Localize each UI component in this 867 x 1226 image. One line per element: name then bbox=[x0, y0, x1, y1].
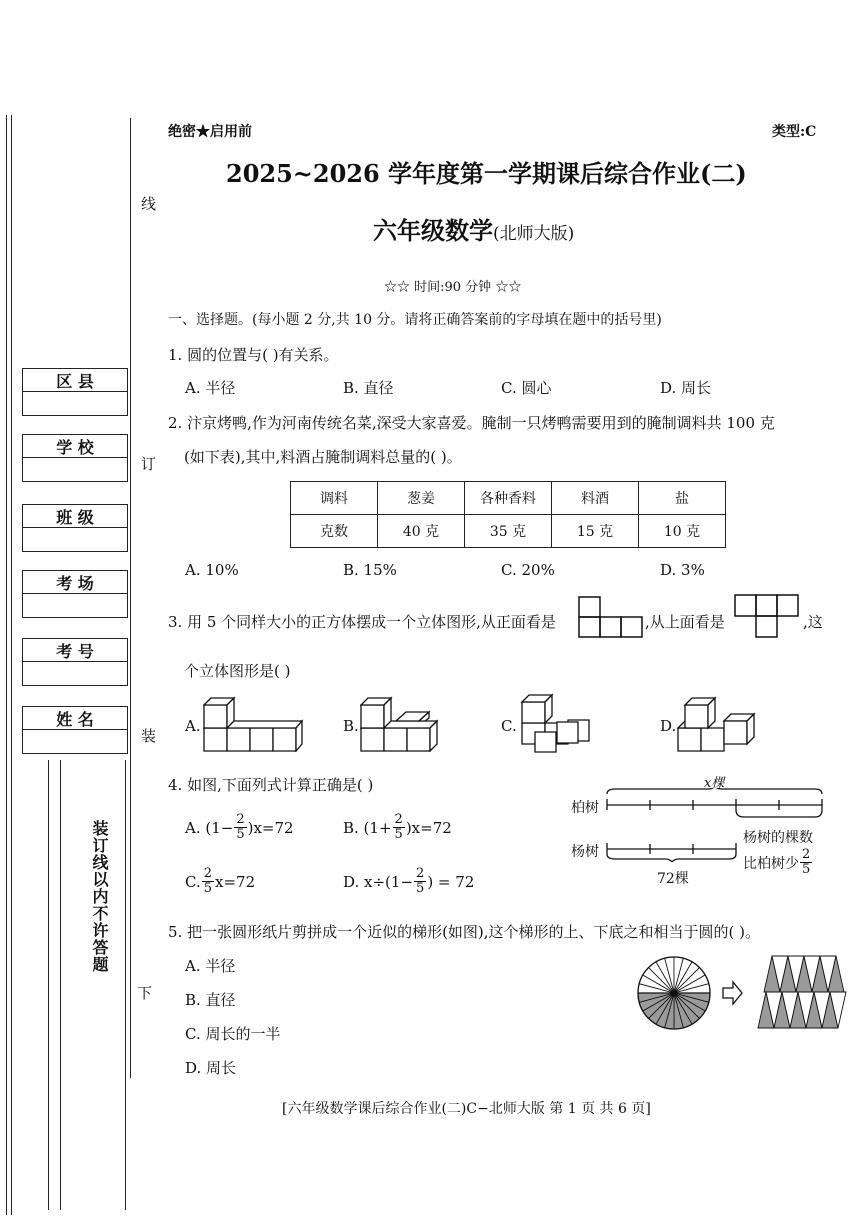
q4-option-c-pre: C. bbox=[185, 872, 201, 891]
question-4-stem: 4. 如图,下面列式计算正确是( ) bbox=[168, 776, 374, 794]
front-view-figure bbox=[578, 596, 644, 638]
table-cell: 克数 bbox=[291, 515, 378, 548]
fraction bbox=[393, 813, 405, 842]
q4-option-c-post: x=72 bbox=[215, 872, 256, 891]
diagram-note-line1: 杨树的棵数 bbox=[743, 830, 813, 846]
table-cell: 15 克 bbox=[552, 515, 639, 548]
fraction-denominator: 5 bbox=[394, 827, 403, 842]
subject-title bbox=[373, 211, 574, 246]
field-name[interactable] bbox=[22, 706, 128, 754]
fraction bbox=[202, 867, 214, 896]
q4-option-b-post: )x=72 bbox=[405, 818, 452, 837]
secret-label: 绝密★启用前 bbox=[168, 124, 252, 140]
q4-option-c[interactable] bbox=[185, 867, 255, 896]
q3-option-b[interactable]: B. bbox=[343, 717, 359, 735]
diagram-note-text: 比柏树少 bbox=[743, 855, 799, 872]
subject-name: 六年级数学 bbox=[373, 216, 493, 245]
field-school[interactable] bbox=[22, 434, 128, 482]
q4-option-b-pre: B. (1+ bbox=[343, 818, 392, 837]
fraction bbox=[800, 848, 812, 877]
edition-label: (北师大版) bbox=[493, 224, 575, 244]
field-label: 区 县 bbox=[23, 369, 127, 392]
table-cell: 葱姜 bbox=[378, 482, 465, 515]
q3-figure-c bbox=[517, 690, 597, 754]
q4-option-a-post: )x=72 bbox=[247, 818, 294, 837]
fraction-denominator: 5 bbox=[802, 862, 811, 877]
q3-option-a[interactable]: A. bbox=[185, 717, 201, 735]
fraction-numerator: 2 bbox=[416, 866, 425, 881]
q1-option-b[interactable]: B. 直径 bbox=[343, 379, 394, 397]
field-label: 考 号 bbox=[23, 639, 127, 662]
fraction-numerator: 2 bbox=[394, 812, 403, 827]
q4-option-d-post: ) = 72 bbox=[427, 872, 475, 891]
q2-option-d[interactable]: D. 3% bbox=[660, 561, 705, 579]
fraction-denominator: 5 bbox=[203, 881, 212, 896]
table-header-row bbox=[291, 482, 726, 515]
table-cell: 10 克 bbox=[639, 515, 726, 548]
binding-notice: 装订线以内不许答题 bbox=[90, 820, 109, 973]
diagram-bottom-label: 72棵 bbox=[657, 871, 689, 887]
table-row bbox=[291, 515, 726, 548]
field-exam-room[interactable] bbox=[22, 570, 128, 618]
q3-figure-a bbox=[203, 690, 303, 752]
q1-option-a[interactable]: A. 半径 bbox=[185, 379, 236, 397]
q1-option-c[interactable]: C. 圆心 bbox=[501, 379, 552, 397]
question-3-stem-mid: ,从上面看是 bbox=[645, 613, 725, 631]
q4-option-d-pre: D. x÷(1− bbox=[343, 872, 414, 891]
diagram-top-label: x棵 bbox=[704, 776, 725, 791]
circle-to-trapezoid-figure bbox=[636, 952, 858, 1032]
margin-mark-zhuang: 装 bbox=[139, 728, 157, 743]
q3-option-c[interactable]: C. bbox=[501, 717, 517, 735]
diagram-row-yangshu: 杨树 bbox=[571, 844, 599, 860]
q4-option-a-pre: A. (1− bbox=[185, 818, 234, 837]
diagram-row-baishu: 柏树 bbox=[571, 800, 599, 816]
fraction-denominator: 5 bbox=[416, 881, 425, 896]
q4-option-b[interactable] bbox=[343, 813, 452, 842]
arrow-icon bbox=[723, 982, 742, 1004]
q5-option-b[interactable]: B. 直径 bbox=[185, 991, 236, 1009]
field-label: 班 级 bbox=[23, 505, 127, 528]
table-cell: 盐 bbox=[639, 482, 726, 515]
fraction-denominator: 5 bbox=[236, 827, 245, 842]
margin-mark-ding: 订 bbox=[139, 456, 157, 471]
q3-option-d[interactable]: D. bbox=[660, 717, 677, 735]
page-footer: [六年级数学课后综合作业(二)C−北师大版 第 1 页 共 6 页] bbox=[282, 1101, 651, 1117]
fraction-numerator: 2 bbox=[802, 847, 811, 862]
question-1-stem: 1. 圆的位置与( )有关系。 bbox=[168, 346, 339, 364]
q5-option-c[interactable]: C. 周长的一半 bbox=[185, 1025, 281, 1043]
trapezoid-pieces bbox=[758, 956, 846, 1028]
question-3-stem: 3. 用 5 个同样大小的正方体摆成一个立体图形,从正面看是 bbox=[168, 613, 556, 631]
q2-option-b[interactable]: B. 15% bbox=[343, 561, 397, 579]
table-cell: 35 克 bbox=[465, 515, 552, 548]
question-2-stem-line2: (如下表),其中,料酒占腌制调料总量的( )。 bbox=[184, 448, 462, 466]
field-label: 学 校 bbox=[23, 435, 127, 458]
type-label: 类型:C bbox=[772, 124, 817, 140]
table-cell: 40 克 bbox=[378, 515, 465, 548]
table-cell: 各种香料 bbox=[465, 482, 552, 515]
q4-option-a[interactable] bbox=[185, 813, 294, 842]
q3-figure-d bbox=[677, 690, 761, 754]
margin-mark-xia: 下 bbox=[135, 985, 153, 1000]
question-3-stem-line2: 个立体图形是( ) bbox=[184, 662, 291, 680]
field-district[interactable] bbox=[22, 368, 128, 416]
fraction bbox=[414, 867, 426, 896]
field-exam-number[interactable] bbox=[22, 638, 128, 686]
q5-option-a[interactable]: A. 半径 bbox=[185, 957, 236, 975]
fraction-numerator: 2 bbox=[203, 866, 212, 881]
fraction-numerator: 2 bbox=[236, 812, 245, 827]
q2-option-c[interactable]: C. 20% bbox=[501, 561, 555, 579]
fraction bbox=[234, 813, 246, 842]
question-2-stem: 2. 汴京烤鸭,作为河南传统名菜,深受大家喜爱。腌制一只烤鸭需要用到的腌制调料共 100 克 bbox=[168, 414, 775, 432]
question-5-stem: 5. 把一张圆形纸片剪拼成一个近似的梯形(如图),这个梯形的上、下底之和相当于圆的( )。 bbox=[168, 923, 761, 941]
q2-option-a[interactable]: A. 10% bbox=[185, 561, 239, 579]
q5-option-d[interactable]: D. 周长 bbox=[185, 1059, 237, 1077]
top-view-figure bbox=[734, 594, 800, 638]
table-cell: 调料 bbox=[291, 482, 378, 515]
margin-mark-xian: 线 bbox=[139, 196, 157, 211]
field-label: 姓 名 bbox=[23, 707, 127, 730]
table-cell: 料酒 bbox=[552, 482, 639, 515]
field-class[interactable] bbox=[22, 504, 128, 552]
field-label: 考 场 bbox=[23, 571, 127, 594]
seasoning-table bbox=[290, 481, 726, 548]
time-limit: ☆☆ 时间:90 分钟 ☆☆ bbox=[384, 280, 522, 295]
diagram-note-line2 bbox=[743, 848, 813, 877]
q1-option-d[interactable]: D. 周长 bbox=[660, 379, 712, 397]
q3-figure-b bbox=[360, 690, 460, 752]
page-title: 2025~2026 学年度第一学期课后综合作业(二) bbox=[226, 159, 747, 188]
q4-option-d[interactable] bbox=[343, 867, 474, 896]
section-heading: 一、选择题。(每小题 2 分,共 10 分。请将正确答案前的字母填在题中的括号里) bbox=[168, 312, 662, 328]
question-3-stem-end: ,这 bbox=[803, 613, 823, 631]
